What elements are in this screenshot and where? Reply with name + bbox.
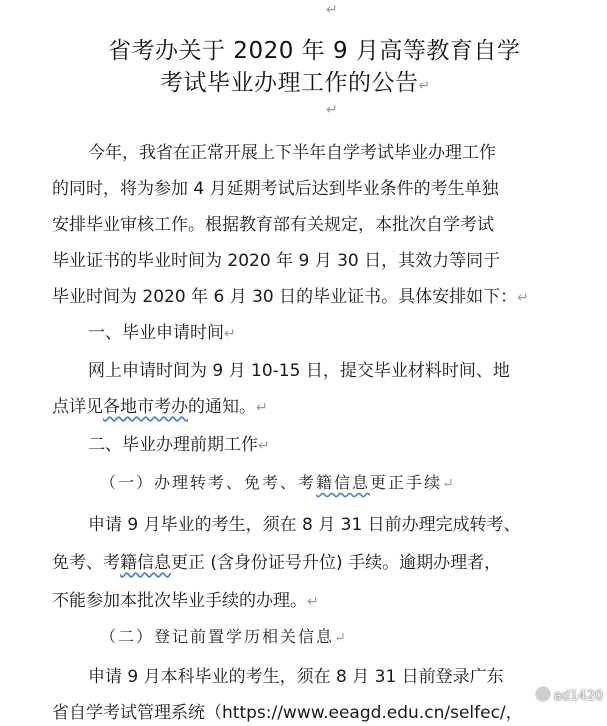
sub1-line2-underlined: 籍信息 — [120, 553, 171, 573]
section2-heading — [88, 430, 270, 455]
sub2-heading-text: （二）登记前置学历相关信息 — [100, 627, 335, 646]
sub2-line: 省自学考试管理系统（https://www.eeagd.edu.cn/selfec/， — [52, 703, 523, 723]
section1-heading-text: 一、毕业申请时间 — [88, 323, 224, 343]
section2-heading-text: 二、毕业办理前期工作 — [88, 435, 258, 455]
section1-line2-underlined: 各地市考办 — [103, 397, 188, 417]
paragraph-mark: ↵ — [418, 78, 431, 94]
sub1-line3-text: 不能参加本批次毕业手续的办理。 — [52, 591, 307, 611]
section2-sub1-heading — [100, 470, 456, 493]
sub2-line: 申请 9 月本科毕业的考生，须在 8 月 31 日前登录广东 — [88, 667, 504, 687]
intro-line: 今年，我省在正常开展上下半年自学考试毕业办理工作 — [88, 143, 496, 163]
paragraph-mark: ↵ — [326, 2, 338, 18]
sub1-line — [52, 586, 319, 611]
section1-line2-pre: 点详见 — [52, 397, 103, 417]
intro-line: 安排毕业审核工作。根据教育部有关规定，本批次自学考试 — [52, 215, 494, 235]
sub1-line2-post: 更正 (含身份证号升位) 手续。逾期办理者， — [171, 553, 502, 573]
watermark-logo-icon — [535, 686, 551, 702]
section1-line: 网上申请时间为 9 月 10-15 日，提交毕业材料时间、地 — [88, 361, 510, 381]
watermark — [535, 686, 603, 704]
paragraph-mark: ↵ — [334, 630, 348, 646]
intro-line-text: 毕业时间为 2020 年 6 月 30 日的毕业证书。具体安排如下： — [52, 287, 518, 307]
intro-line: 毕业证书的毕业时间为 2020 年 9 月 30 日，其效力等同于 — [52, 251, 501, 271]
section1-heading — [88, 318, 236, 343]
sub1-heading-underlined: 籍信息 — [316, 473, 371, 492]
paragraph-mark: ↵ — [326, 102, 338, 118]
watermark-text: ad1420 — [553, 689, 603, 704]
intro-line — [52, 282, 529, 307]
sub1-heading-pre: （一）办理转考、免考、考 — [100, 473, 317, 492]
paragraph-mark: ↵ — [442, 476, 456, 492]
section2-sub2-heading — [100, 624, 348, 647]
sub1-line — [52, 548, 501, 573]
section1-line2-post: 的通知。 — [188, 397, 256, 417]
section1-line — [52, 392, 268, 417]
paragraph-mark: ↵ — [517, 290, 529, 306]
page-title-line2-text: 考试毕业办理工作的公告 — [160, 70, 419, 96]
paragraph-mark: ↵ — [256, 400, 268, 416]
page-title-line1: 省考办关于 2020 年 9 月高等教育自学 — [108, 38, 521, 64]
sub1-line: 申请 9 月毕业的考生，须在 8 月 31 日前办理完成转考、 — [88, 515, 521, 535]
page-title-line2 — [160, 64, 431, 97]
sub1-line2-pre: 免考、考 — [52, 553, 120, 573]
sub1-heading-post: 更正手续 — [370, 473, 443, 492]
paragraph-mark: ↵ — [258, 438, 270, 454]
intro-line: 的同时，将为参加 4 月延期考试后达到毕业条件的考生单独 — [52, 179, 499, 199]
paragraph-mark: ↵ — [224, 326, 236, 342]
paragraph-mark: ↵ — [307, 594, 319, 610]
